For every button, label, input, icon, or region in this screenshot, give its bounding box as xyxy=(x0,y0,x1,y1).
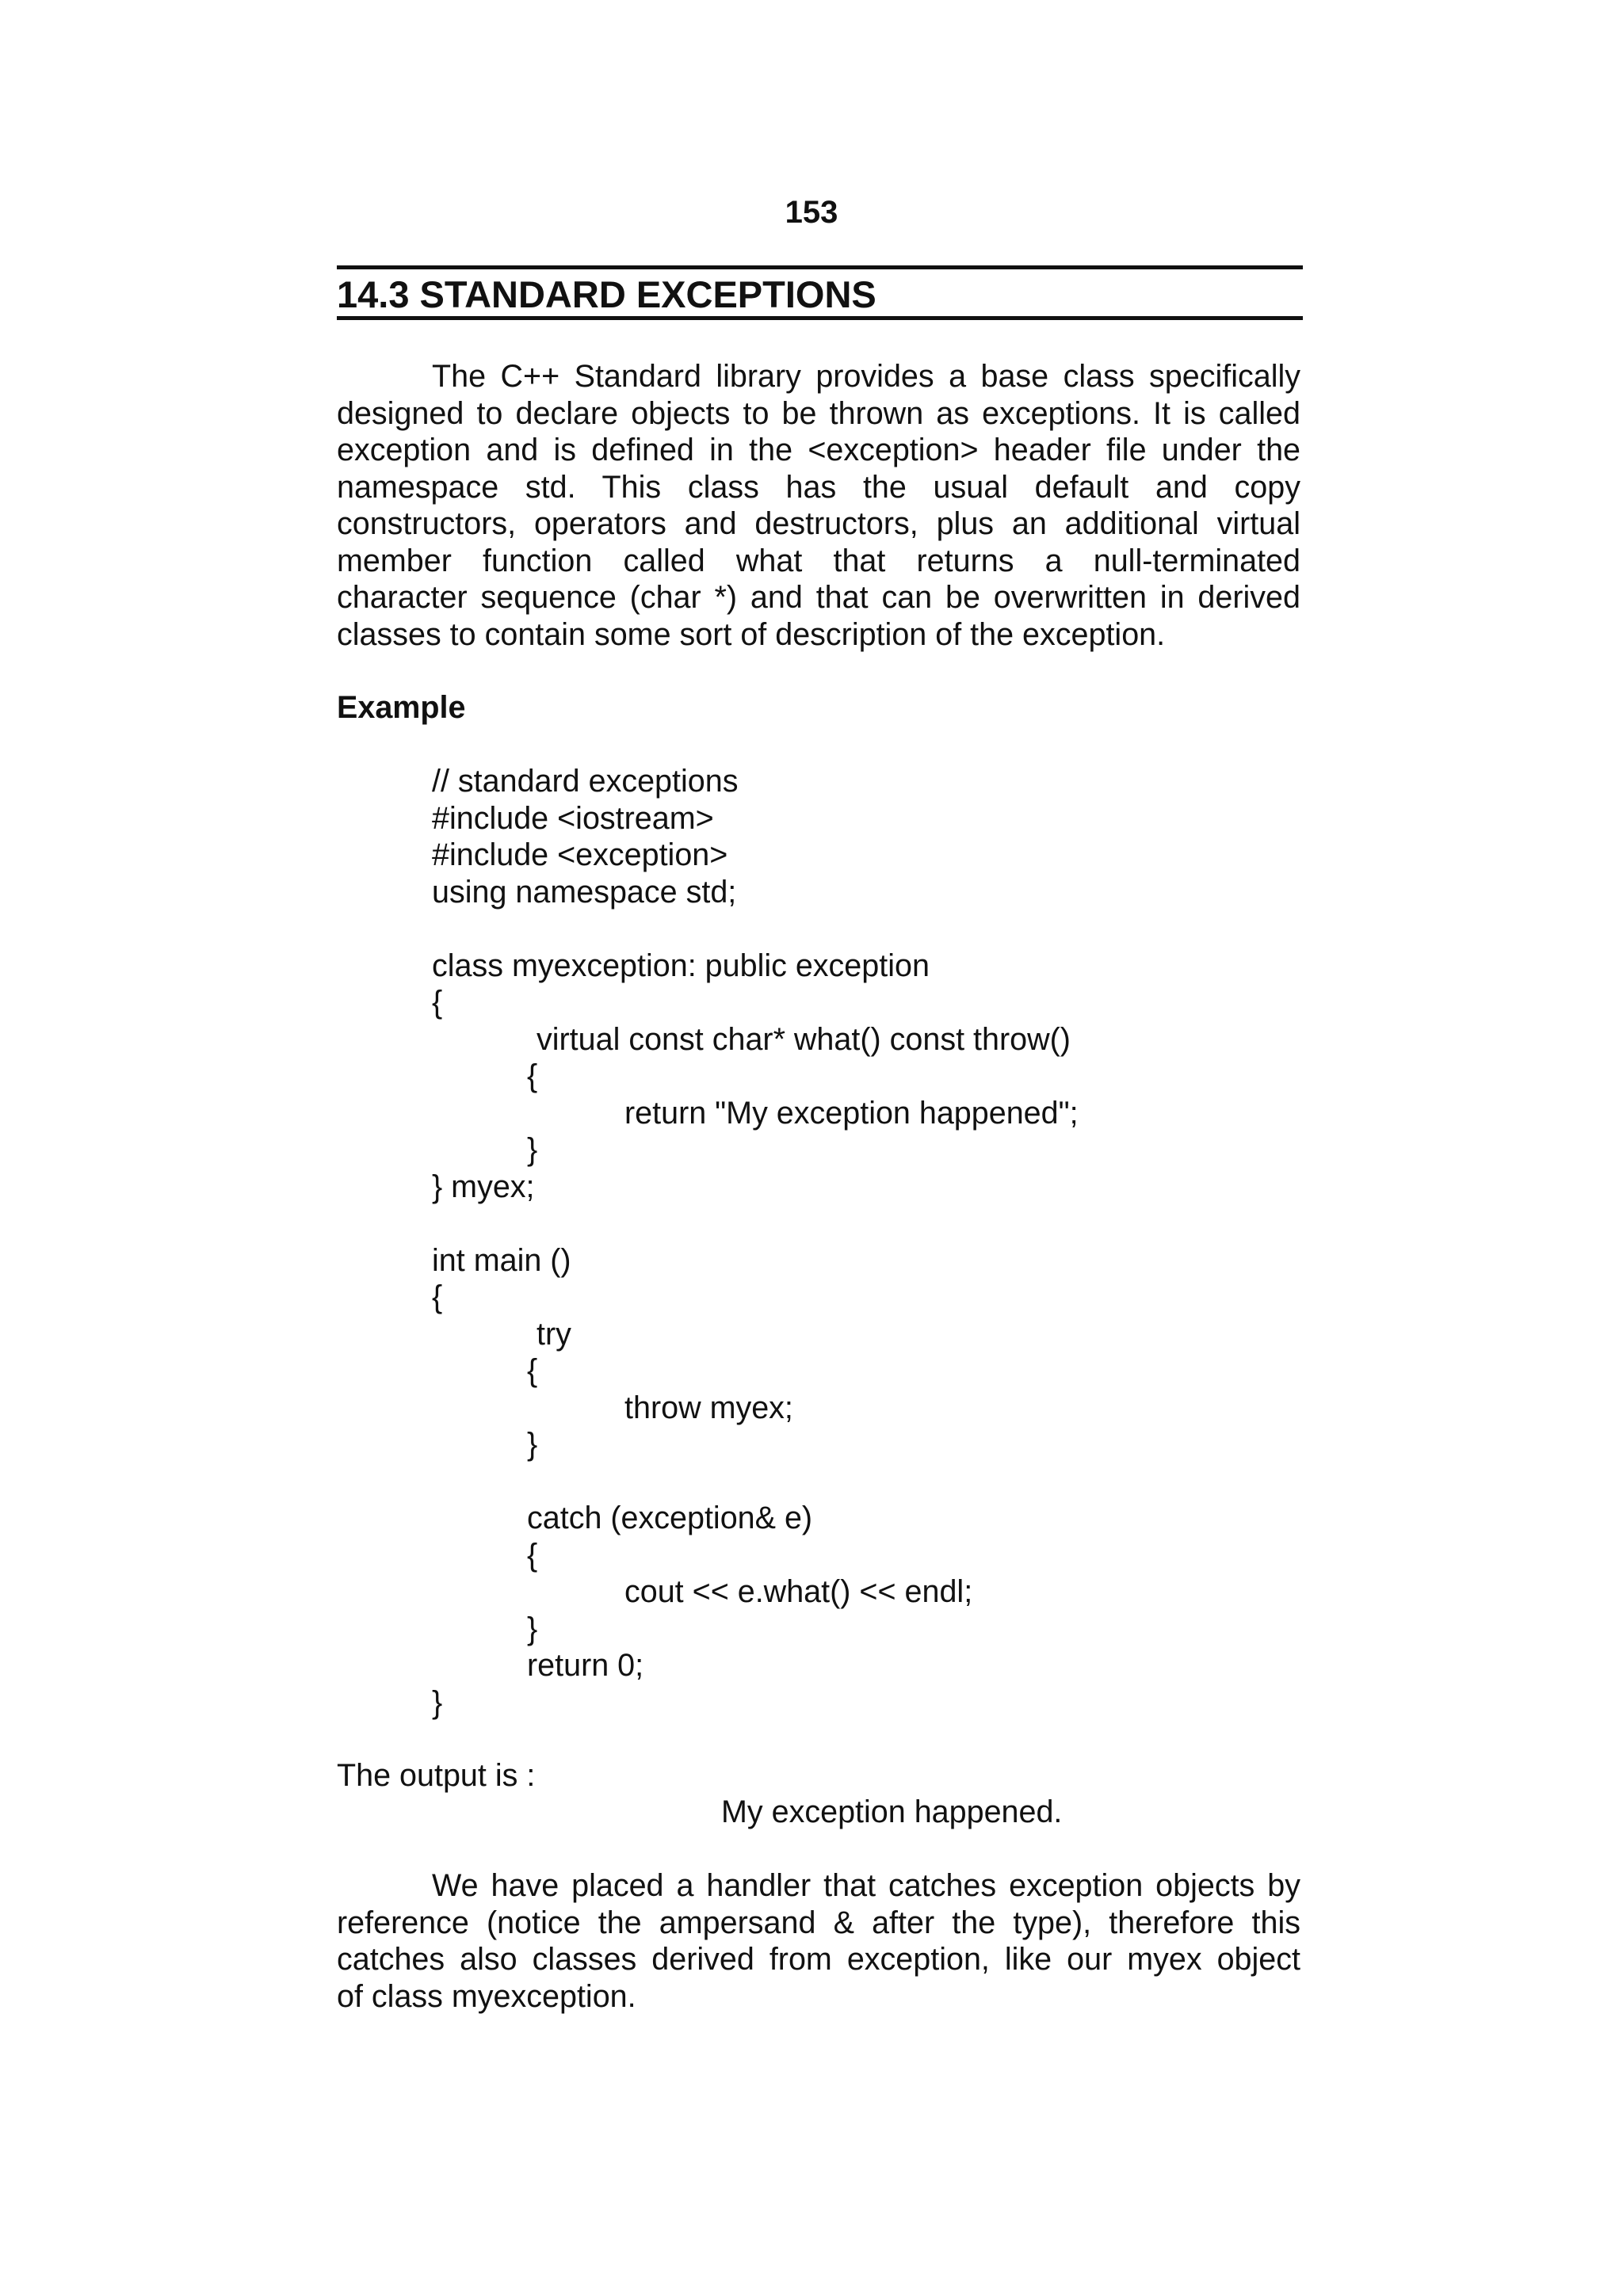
code-line-blank xyxy=(432,1463,1079,1501)
code-line: } xyxy=(527,1132,538,1167)
code-line: return "My exception happened"; xyxy=(624,1095,1079,1131)
code-listing xyxy=(432,763,1079,1721)
paragraph-line: exception and is defined in the <exception> header file under the xyxy=(337,433,1300,467)
code-line: throw myex; xyxy=(624,1390,793,1425)
heading-rule-bottom xyxy=(337,316,1303,320)
closing-paragraph xyxy=(337,1867,1300,2015)
code-line: { xyxy=(432,985,443,1020)
output-value: My exception happened. xyxy=(721,1794,1063,1829)
code-line: int main () xyxy=(432,1242,571,1278)
code-line: catch (exception& e) xyxy=(527,1501,813,1535)
paragraph-line: We have placed a handler that catches exception objects by xyxy=(432,1868,1300,1903)
code-line: using namespace std; xyxy=(432,874,737,910)
code-line: cout << e.what() << endl; xyxy=(624,1574,973,1609)
paragraph-line: character sequence (char *) and that can be overwritten in derived xyxy=(337,580,1300,615)
code-line: } xyxy=(527,1611,538,1646)
code-line: } myex; xyxy=(432,1169,535,1204)
code-line: { xyxy=(527,1058,538,1093)
code-line: return 0; xyxy=(527,1648,644,1683)
code-line: { xyxy=(527,1537,538,1573)
code-line: class myexception: public exception xyxy=(432,948,930,983)
paragraph-line: catches also classes derived from exception, like our myex object xyxy=(337,1942,1300,1977)
code-line: { xyxy=(432,1280,443,1314)
heading-rule-top xyxy=(337,265,1303,269)
intro-paragraph xyxy=(337,358,1300,653)
code-line: #include <iostream> xyxy=(432,800,714,836)
code-line: } xyxy=(432,1684,443,1720)
paragraph-line: constructors, operators and destructors, plus an additional virtual xyxy=(337,506,1300,541)
paragraph-line: of class myexception. xyxy=(337,1978,636,2014)
paragraph-line: designed to declare objects to be thrown as exceptions. It is called xyxy=(337,395,1300,431)
example-label: Example xyxy=(337,690,466,725)
section-heading: 14.3 STANDARD EXCEPTIONS xyxy=(337,273,876,315)
code-line: // standard exceptions xyxy=(432,764,739,799)
paragraph-line: member function called what that returns a null-terminated xyxy=(337,543,1300,578)
code-line: } xyxy=(527,1427,538,1462)
code-line-blank xyxy=(432,910,1079,948)
paragraph-line: namespace std. This class has the usual default and copy xyxy=(337,469,1300,505)
code-line: { xyxy=(527,1353,538,1388)
code-line: #include <exception> xyxy=(432,837,728,872)
paragraph-line: The C++ Standard library provides a base class specifically xyxy=(432,359,1300,394)
output-label: The output is : xyxy=(337,1758,536,1793)
code-line: try xyxy=(537,1316,571,1352)
paragraph-line: classes to contain some sort of description of the exception. xyxy=(337,616,1166,652)
code-line: virtual const char* what() const throw() xyxy=(537,1021,1071,1057)
page-number: 153 xyxy=(785,195,838,230)
code-line-blank xyxy=(432,1205,1079,1242)
paragraph-line: reference (notice the ampersand & after the type), therefore this xyxy=(337,1905,1300,1940)
